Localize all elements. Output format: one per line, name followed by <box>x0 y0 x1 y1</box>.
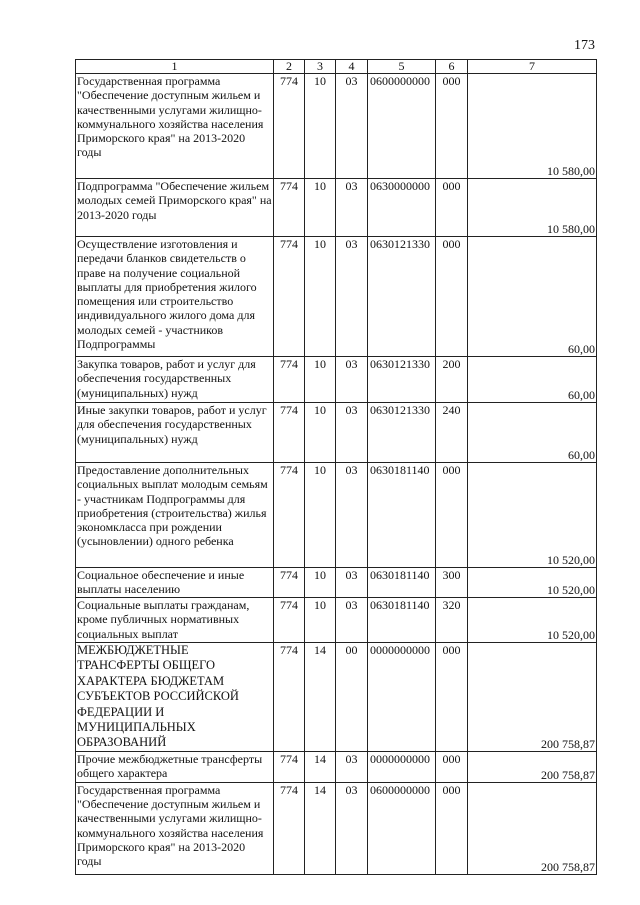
row-vr: 000 <box>436 237 468 357</box>
row-name: Социальное обеспечение и иные выплаты населению <box>76 568 274 598</box>
table-row <box>76 74 597 179</box>
row-name: Предоставление дополнительных социальных выплат молодым семьям - участникам Подпрограммы для приобретения (строительства) жилья экономкласса при рождении (усыновлении) одного ребенка <box>76 463 274 568</box>
row-pr: 03 <box>336 179 368 237</box>
row-vr: 000 <box>436 179 468 237</box>
row-vr: 320 <box>436 598 468 643</box>
row-cs: 0630181140 <box>368 463 436 568</box>
row-rz: 10 <box>305 598 336 643</box>
row-cs: 0630000000 <box>368 179 436 237</box>
header-cell: 3 <box>305 60 336 74</box>
table-row <box>76 782 597 874</box>
row-ved: 774 <box>274 782 305 874</box>
header-row <box>76 60 597 74</box>
row-sum: 10 520,00 <box>468 568 597 598</box>
row-cs: 0630181140 <box>368 598 436 643</box>
row-sum: 60,00 <box>468 357 597 403</box>
header-cell: 7 <box>468 60 597 74</box>
budget-table <box>75 59 597 875</box>
row-vr: 300 <box>436 568 468 598</box>
row-cs: 0000000000 <box>368 643 436 752</box>
row-sum: 10 520,00 <box>468 598 597 643</box>
row-vr: 000 <box>436 751 468 782</box>
row-sum: 10 580,00 <box>468 74 597 179</box>
row-name: Социальные выплаты гражданам, кроме публичных нормативных социальных выплат <box>76 598 274 643</box>
row-pr: 03 <box>336 403 368 463</box>
row-ved: 774 <box>274 237 305 357</box>
table-row <box>76 643 597 752</box>
row-sum: 10 580,00 <box>468 179 597 237</box>
row-vr: 000 <box>436 643 468 752</box>
row-ved: 774 <box>274 598 305 643</box>
header-cell: 1 <box>76 60 274 74</box>
page-number: 173 <box>574 38 595 53</box>
row-name: Государственная программа "Обеспечение доступным жильем и качественными услугами жилищно-коммунального хозяйства населения Приморского края" на 2013-2020 годы <box>76 74 274 179</box>
row-sum: 60,00 <box>468 403 597 463</box>
row-rz: 14 <box>305 643 336 752</box>
row-pr: 03 <box>336 568 368 598</box>
row-cs: 0000000000 <box>368 751 436 782</box>
row-cs: 0630121330 <box>368 403 436 463</box>
row-pr: 03 <box>336 74 368 179</box>
row-pr: 03 <box>336 463 368 568</box>
header-cell: 6 <box>436 60 468 74</box>
row-pr: 03 <box>336 598 368 643</box>
table-row <box>76 403 597 463</box>
row-name: МЕЖБЮДЖЕТНЫЕ ТРАНСФЕРТЫ ОБЩЕГО ХАРАКТЕРА БЮДЖЕТАМ СУБЪЕКТОВ РОССИЙСКОЙ ФЕДЕРАЦИИ И МУНИЦИПАЛЬНЫХ ОБРАЗОВАНИЙ <box>76 643 274 752</box>
row-ved: 774 <box>274 74 305 179</box>
row-cs: 0600000000 <box>368 74 436 179</box>
row-cs: 0630181140 <box>368 568 436 598</box>
row-sum: 200 758,87 <box>468 751 597 782</box>
row-rz: 14 <box>305 751 336 782</box>
row-rz: 10 <box>305 74 336 179</box>
row-vr: 000 <box>436 463 468 568</box>
header-cell: 4 <box>336 60 368 74</box>
row-name: Осуществление изготовления и передачи бланков свидетельств о праве на получение социальной выплаты для приобретения жилого помещения или строительство индивидуального жилого дома для молодых семей - участников Подпрограммы <box>76 237 274 357</box>
row-sum: 60,00 <box>468 237 597 357</box>
row-ved: 774 <box>274 463 305 568</box>
row-cs: 0600000000 <box>368 782 436 874</box>
row-rz: 10 <box>305 179 336 237</box>
row-vr: 000 <box>436 782 468 874</box>
row-cs: 0630121330 <box>368 357 436 403</box>
row-rz: 10 <box>305 237 336 357</box>
table-row <box>76 598 597 643</box>
table-row <box>76 751 597 782</box>
row-pr: 03 <box>336 782 368 874</box>
row-name: Иные закупки товаров, работ и услуг для обеспечения государственных (муниципальных) нужд <box>76 403 274 463</box>
row-name: Закупка товаров, работ и услуг для обеспечения государственных (муниципальных) нужд <box>76 357 274 403</box>
row-rz: 10 <box>305 568 336 598</box>
row-rz: 10 <box>305 357 336 403</box>
row-cs: 0630121330 <box>368 237 436 357</box>
row-ved: 774 <box>274 179 305 237</box>
row-rz: 14 <box>305 782 336 874</box>
row-sum: 200 758,87 <box>468 782 597 874</box>
row-sum: 10 520,00 <box>468 463 597 568</box>
table-row <box>76 237 597 357</box>
row-pr: 03 <box>336 237 368 357</box>
row-vr: 200 <box>436 357 468 403</box>
row-ved: 774 <box>274 357 305 403</box>
row-rz: 10 <box>305 403 336 463</box>
row-sum: 200 758,87 <box>468 643 597 752</box>
row-vr: 000 <box>436 74 468 179</box>
row-ved: 774 <box>274 751 305 782</box>
row-pr: 00 <box>336 643 368 752</box>
row-ved: 774 <box>274 568 305 598</box>
row-name: Прочие межбюджетные трансферты общего характера <box>76 751 274 782</box>
row-vr: 240 <box>436 403 468 463</box>
row-pr: 03 <box>336 751 368 782</box>
table-row <box>76 463 597 568</box>
row-name: Государственная программа "Обеспечение доступным жильем и качественными услугами жилищно-коммунального хозяйства населения Приморского края" на 2013-2020 годы <box>76 782 274 874</box>
row-pr: 03 <box>336 357 368 403</box>
table-row <box>76 179 597 237</box>
table-row <box>76 357 597 403</box>
row-ved: 774 <box>274 643 305 752</box>
row-name: Подпрограмма "Обеспечение жильем молодых семей Приморского края" на 2013-2020 годы <box>76 179 274 237</box>
table-row <box>76 568 597 598</box>
header-cell: 5 <box>368 60 436 74</box>
row-rz: 10 <box>305 463 336 568</box>
row-ved: 774 <box>274 403 305 463</box>
header-cell: 2 <box>274 60 305 74</box>
